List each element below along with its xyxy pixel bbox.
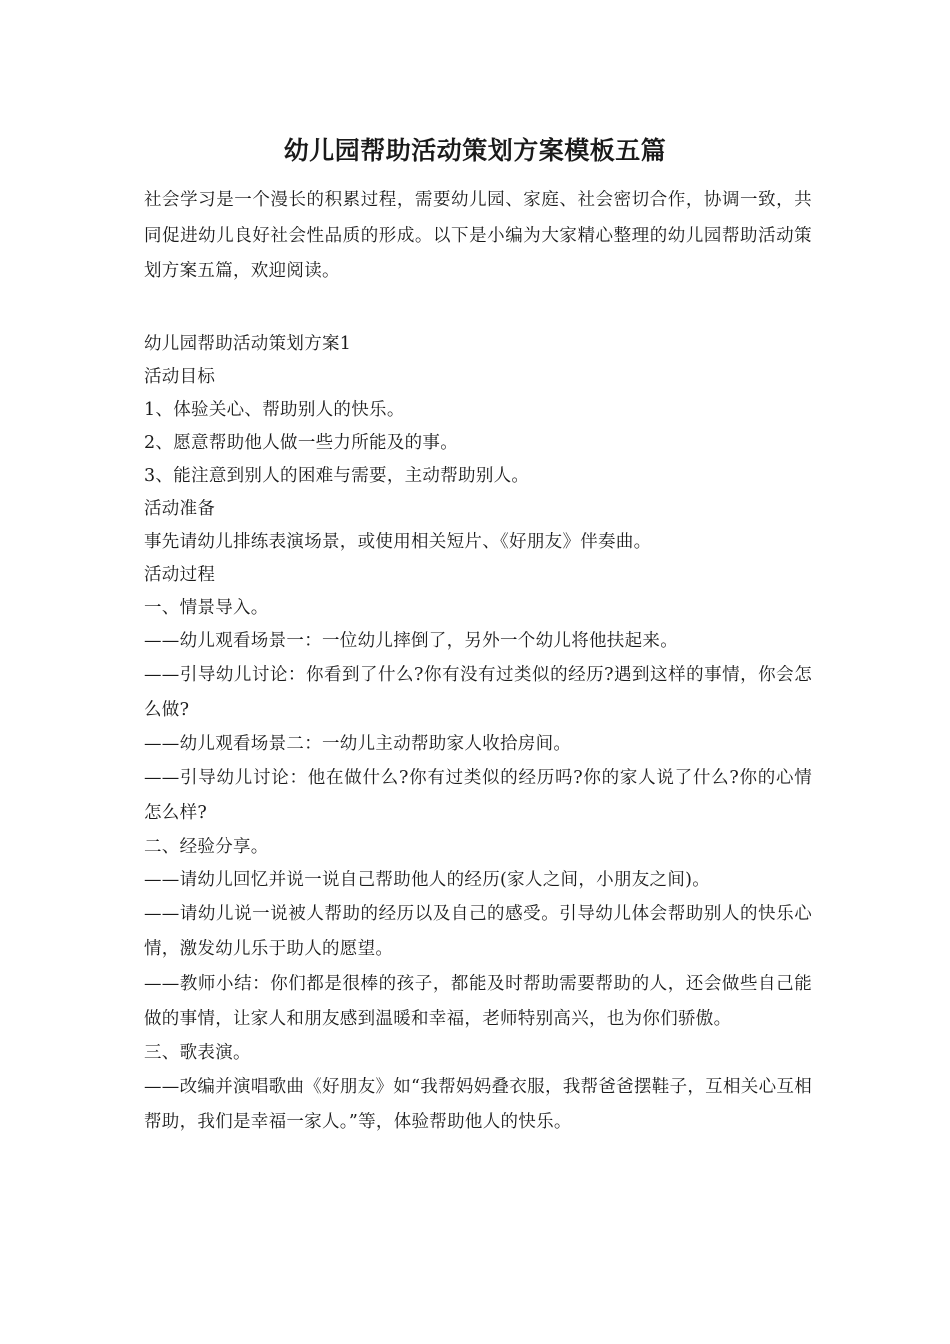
process-step-heading: 二、经验分享。 xyxy=(144,837,269,857)
process-item: ——幼儿观看场景二：一幼儿主动帮助家人收拾房间。 xyxy=(144,734,572,754)
process-item: ——请幼儿说一说被人帮助的经历以及自己的感受。引导幼儿体会帮助别人的快乐心情，激发幼儿乐于助人的愿望。 xyxy=(144,904,812,959)
process-step-heading: 三、歌表演。 xyxy=(144,1043,251,1063)
subheading-process: 活动过程 xyxy=(144,565,216,585)
goal-item: 2、愿意帮助他人做一些力所能及的事。 xyxy=(144,433,459,453)
subheading-goals: 活动目标 xyxy=(144,367,216,387)
process-item: ——教师小结：你们都是很棒的孩子，都能及时帮助需要帮助的人，还会做些自己能做的事情，让家人和朋友感到温暖和幸福，老师特别高兴，也为你们骄傲。 xyxy=(144,974,812,1029)
section-heading: 幼儿园帮助活动策划方案1 xyxy=(144,334,352,354)
process-item: ——引导幼儿讨论：你看到了什么?你有没有过类似的经历?遇到这样的事情，你会怎么做? xyxy=(144,665,812,720)
goal-item: 1、体验关心、帮助别人的快乐。 xyxy=(144,400,405,420)
process-item: ——改编并演唱歌曲《好朋友》如“我帮妈妈叠衣服，我帮爸爸摆鞋子，互相关心互相帮助，我们是幸福一家人。”等，体验帮助他人的快乐。 xyxy=(144,1077,812,1132)
process-item: ——幼儿观看场景一：一位幼儿摔倒了，另外一个幼儿将他扶起来。 xyxy=(144,631,678,651)
process-item: ——请幼儿回忆并说一说自己帮助他人的经历(家人之间，小朋友之间)。 xyxy=(144,870,711,890)
preparation-text: 事先请幼儿排练表演场景，或使用相关短片、《好朋友》伴奏曲。 xyxy=(144,532,652,552)
document-title: 幼儿园帮助活动策划方案模板五篇 xyxy=(283,136,667,165)
process-item: ——引导幼儿讨论：他在做什么?你有过类似的经历吗?你的家人说了什么?你的心情怎么样? xyxy=(144,768,812,823)
goal-item: 3、能注意到别人的困难与需要，主动帮助别人。 xyxy=(144,466,530,486)
process-step-heading: 一、情景导入。 xyxy=(144,598,269,618)
intro-paragraph: 社会学习是一个漫长的积累过程，需要幼儿园、家庭、社会密切合作，协调一致，共同促进幼儿良好社会性品质的形成。以下是小编为大家精心整理的幼儿园帮助活动策划方案五篇，欢迎阅读。 xyxy=(144,190,812,281)
subheading-preparation: 活动准备 xyxy=(144,499,216,519)
document-body xyxy=(144,328,812,1140)
